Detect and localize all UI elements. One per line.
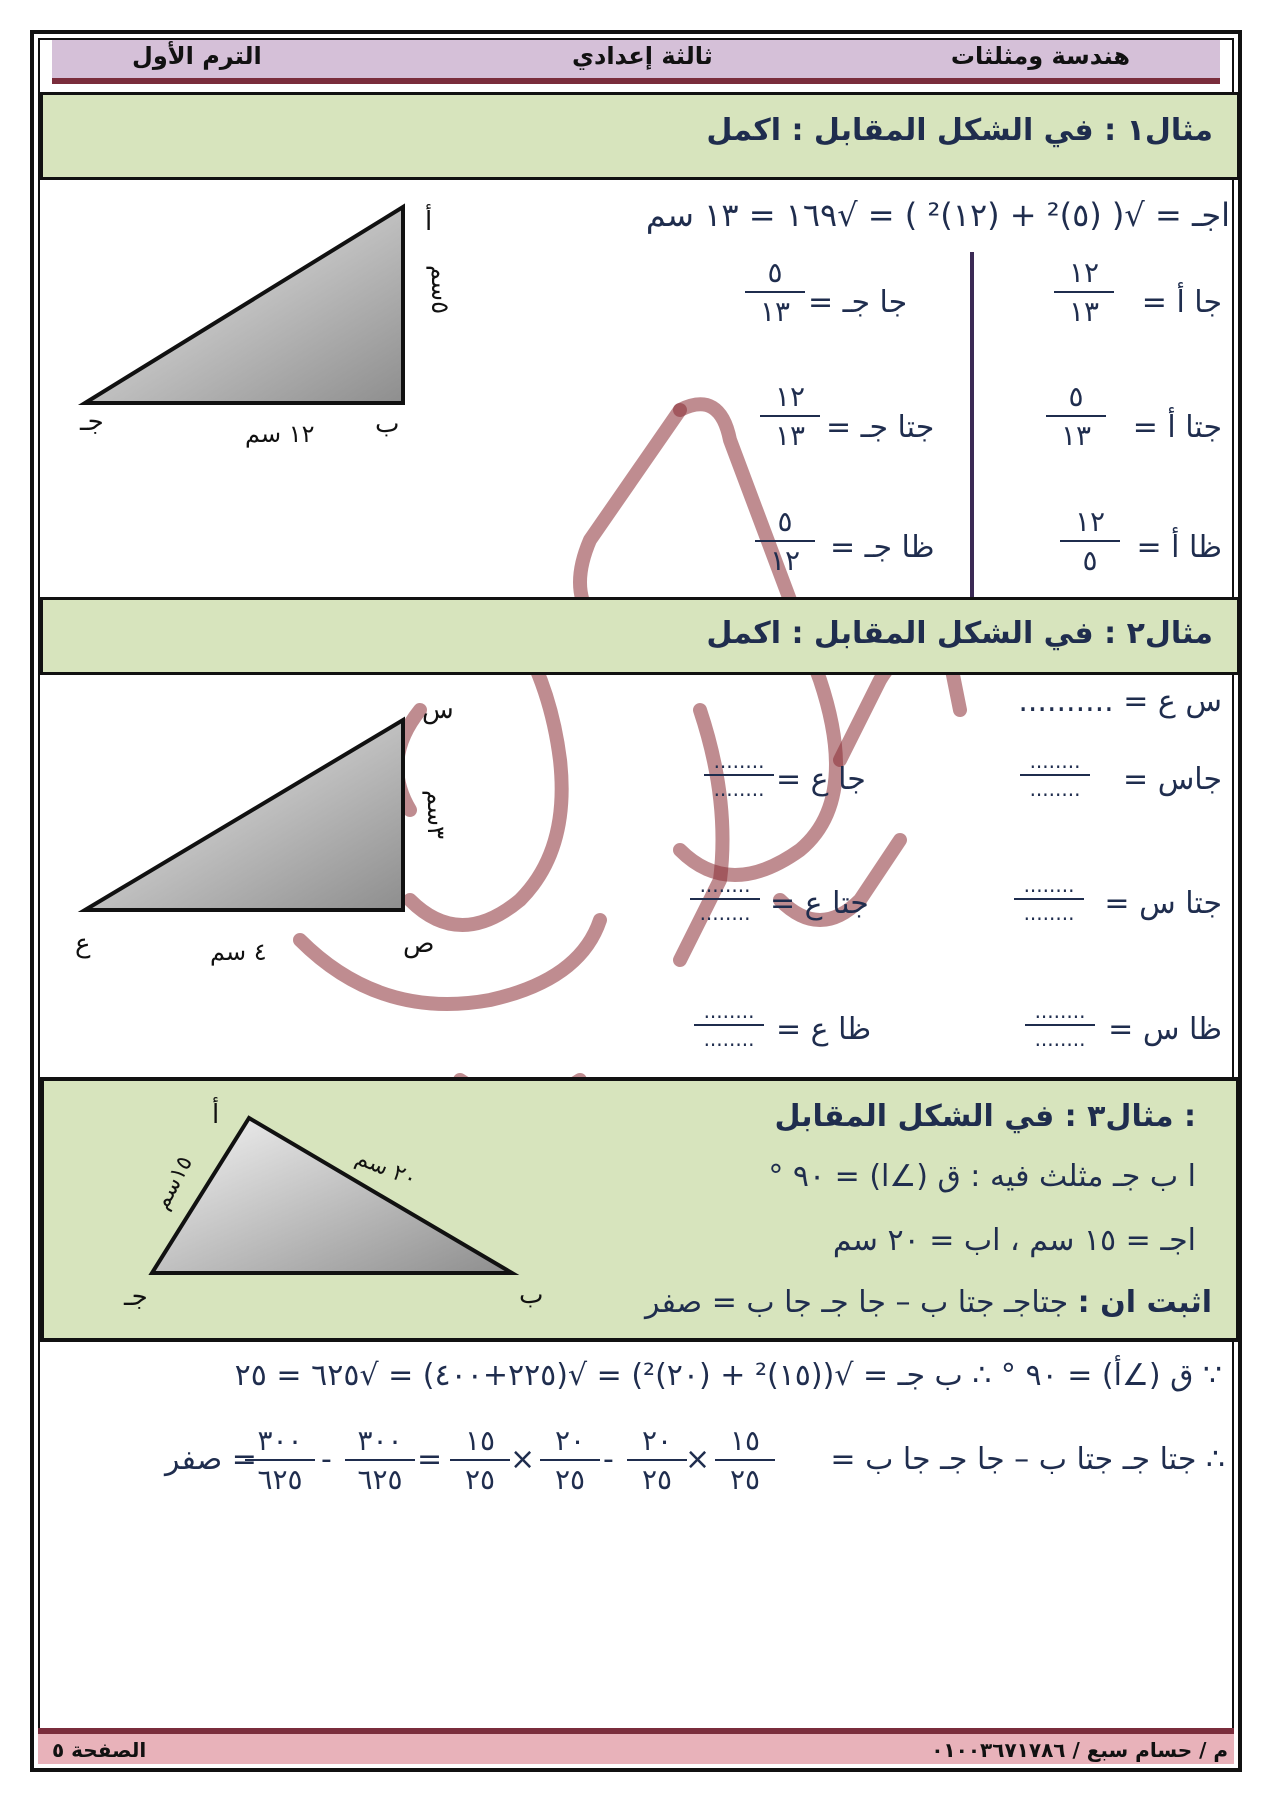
numerator: ١٥ — [464, 1424, 496, 1457]
vertex-p-label: ص — [403, 929, 435, 959]
numerator: ٥ — [767, 256, 783, 289]
ex2-tan-s-label: ظا س = — [1108, 1012, 1222, 1047]
ex1-cos-c-label: جتا جـ = — [826, 410, 935, 445]
ex1-sin-c-label: جا جـ = — [808, 285, 908, 320]
solution-op-2: - — [603, 1442, 614, 1477]
ex3-given-line2: اجـ = ١٥ سم ، اب = ٢٠ سم — [832, 1223, 1196, 1258]
solution-result: = صفر — [165, 1442, 257, 1477]
side-ac-label: ١٥سم — [149, 1152, 198, 1214]
vertex-a-label: أ — [425, 207, 433, 237]
ex1-tan-a-fraction — [1060, 505, 1120, 577]
example2-title: مثال٢ : في الشكل المقابل : اكمل — [706, 616, 1213, 651]
vertex-c-label: جـ — [124, 1282, 148, 1312]
side-pe-label: ٤ سم — [210, 938, 267, 966]
prove-label: اثبت ان : — [1077, 1285, 1212, 1320]
numerator: ١٥ — [729, 1424, 761, 1457]
vertex-b-label: ب — [519, 1280, 544, 1310]
numerator: ١٢ — [1068, 256, 1100, 289]
vertex-b-label: ب — [375, 409, 400, 439]
ex2-sin-e-blank: ........ ........ — [704, 752, 774, 798]
side-ab-label: ٢٠ سم — [351, 1145, 421, 1193]
ex1-tan-c-fraction — [755, 505, 815, 577]
numerator: ١٢ — [1074, 505, 1106, 538]
numerator: ٥ — [1068, 380, 1084, 413]
denominator: ١٢ — [769, 544, 801, 577]
ex3-prove-line — [645, 1285, 1212, 1320]
ex2-tan-e-label: ظا ع = — [776, 1012, 872, 1047]
ex1-tan-a-label: ظا أ = — [1136, 530, 1222, 565]
denominator: ١٣ — [1068, 295, 1100, 328]
denominator: ١٣ — [1060, 419, 1092, 452]
denominator: ٦٢٥ — [257, 1463, 303, 1496]
denominator: ١٣ — [774, 419, 806, 452]
example3-band — [40, 1077, 1240, 1342]
denominator: ٢٥ — [729, 1463, 761, 1496]
ex1-cos-a-fraction — [1046, 380, 1106, 452]
numerator: ٥ — [777, 505, 793, 538]
footer-author: م / حسام سبع / ٠١٠٠٣٦٧١٧٨٦ — [931, 1738, 1228, 1762]
solution-line1: ∵ ق (∠أ) = ٩٠ ° ∴ ب جـ = √((١٥)² + (٢٠)²) = √(٢٢٥+٤٠٠) = √٦٢٥ = ٢٥ — [234, 1358, 1222, 1393]
side-sp-label: ٣سم — [422, 790, 450, 839]
example1-title-band — [40, 92, 1240, 180]
solution-line2 — [165, 1418, 1225, 1508]
solution-op-4: = — [417, 1442, 443, 1477]
solution-line2-start: ∴ جتا جـ جتا ب – جا جـ جا ب = — [830, 1442, 1225, 1477]
ex1-sin-c-fraction — [745, 256, 805, 328]
header-term: الترم الأول — [132, 42, 262, 70]
solution-op-1: × — [685, 1442, 711, 1477]
vertex-s-label: س — [422, 695, 454, 725]
ex2-tan-e-blank: ........ ........ — [694, 1002, 764, 1048]
prove-statement: جتاجـ جتا ب – جا جـ جا ب = صفر — [644, 1285, 1069, 1320]
ex1-triangle-figure — [60, 190, 480, 470]
page-footer — [38, 1728, 1234, 1764]
vertex-e-label: ع — [75, 929, 91, 959]
ex2-cos-s-blank: ........ ........ — [1014, 876, 1084, 922]
vertex-c-label: جـ — [80, 407, 104, 437]
ex1-hypotenuse-line: اجـ = √( (٥)² + (١٢)² ) = √١٦٩ = ١٣ سم — [645, 196, 1230, 234]
denominator: ٥ — [1082, 544, 1098, 577]
triangle-shape — [85, 720, 403, 910]
ex1-tan-c-label: ظا جـ = — [830, 530, 935, 565]
header-grade: ثالثة إعدادي — [572, 42, 713, 70]
solution-frac-2 — [627, 1424, 687, 1496]
ex2-triangle-figure — [60, 690, 480, 980]
ex1-sin-a-label: جا أ = — [1141, 285, 1222, 320]
ex1-cos-c-fraction — [760, 380, 820, 452]
triangle-shape — [85, 207, 403, 403]
ex2-cos-s-label: جتا س = — [1104, 886, 1222, 921]
denominator: ٦٢٥ — [357, 1463, 403, 1496]
solution-op-5: - — [321, 1442, 332, 1477]
header-subject: هندسة ومثلثات — [950, 42, 1130, 70]
ex2-tan-s-blank: ........ ........ — [1025, 1002, 1095, 1048]
triangle-shape — [152, 1118, 512, 1273]
ex2-sin-s-blank: ........ ........ — [1020, 752, 1090, 798]
side-bc-label: ١٢ سم — [245, 420, 315, 448]
example2-title-band — [40, 597, 1240, 675]
solution-frac-3 — [540, 1424, 600, 1496]
page-header — [52, 40, 1220, 84]
ex2-cos-e-blank: ........ ........ — [690, 876, 760, 922]
numerator: ٢٠ — [554, 1424, 586, 1457]
ex3-given-line1: ا ب جـ مثلث فيه : ق (∠ا) = ٩٠ ° — [768, 1159, 1196, 1194]
solution-frac-5 — [345, 1424, 415, 1496]
example1-title: مثال١ : في الشكل المقابل : اكمل — [706, 113, 1213, 148]
ex1-cos-a-label: جتا أ = — [1132, 410, 1222, 445]
ex3-triangle-figure — [84, 1093, 564, 1323]
ex2-cos-e-label: جتا ع = — [770, 886, 869, 921]
numerator: ١٢ — [774, 380, 806, 413]
ex1-divider — [970, 252, 974, 597]
denominator: ٢٥ — [554, 1463, 586, 1496]
ex2-hypotenuse-line: س ع = .......... — [1018, 684, 1222, 719]
side-ab-label: ٥سم — [426, 265, 454, 314]
numerator: ٣٠٠ — [257, 1424, 303, 1457]
numerator: ٢٠ — [641, 1424, 673, 1457]
numerator: ٣٠٠ — [357, 1424, 403, 1457]
vertex-a-label: أ — [212, 1100, 220, 1130]
denominator: ٢٥ — [464, 1463, 496, 1496]
ex2-sin-e-label: جا ع = — [776, 762, 866, 797]
denominator: ١٣ — [759, 295, 791, 328]
footer-page-number: الصفحة ٥ — [52, 1738, 147, 1762]
denominator: ٢٥ — [641, 1463, 673, 1496]
solution-frac-1 — [715, 1424, 775, 1496]
solution-op-3: × — [510, 1442, 536, 1477]
example3-title: مثال٣ : في الشكل المقابل : — [774, 1099, 1196, 1134]
ex1-sin-a-fraction — [1054, 256, 1114, 328]
ex2-sin-s-label: جاس = — [1123, 762, 1222, 797]
solution-frac-4 — [450, 1424, 510, 1496]
